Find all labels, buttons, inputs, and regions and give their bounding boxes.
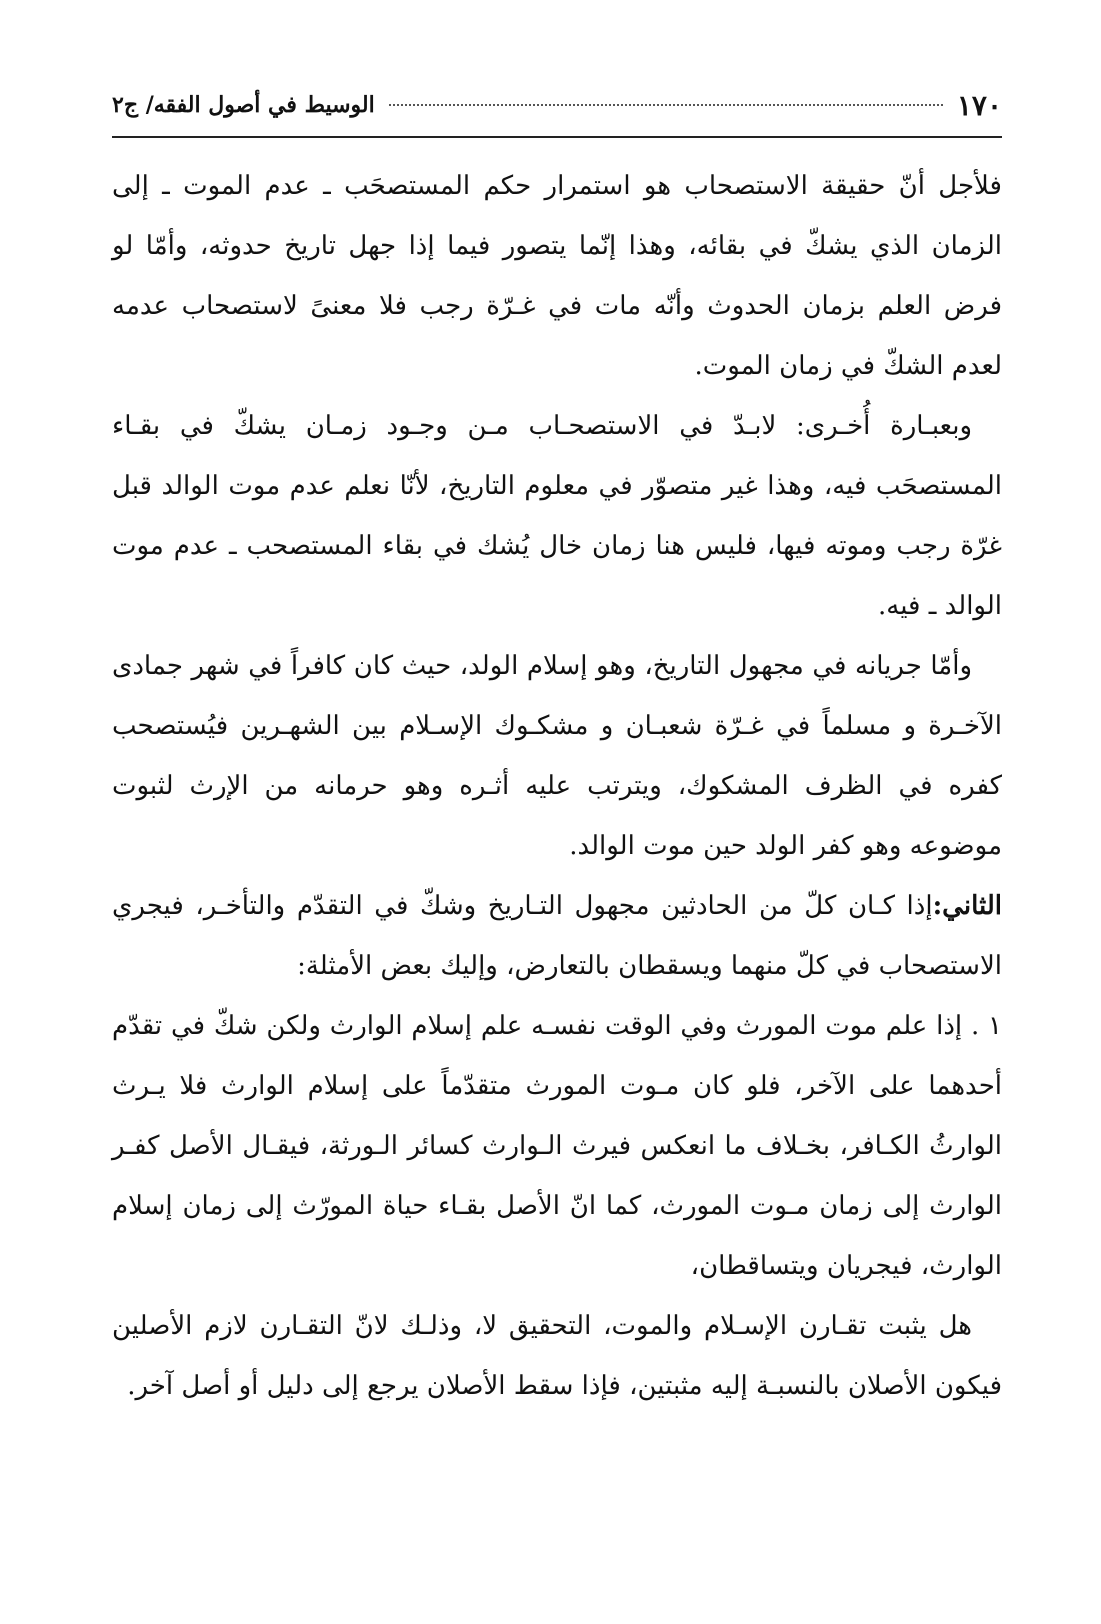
paragraph [112, 996, 1002, 1296]
running-title: الوسيط في أصول الفقه/ ج٢ [112, 92, 375, 118]
paragraph [112, 1296, 1002, 1416]
paragraph [112, 396, 1002, 636]
paragraph-text: إذا كـان كلّ من الحادثين مجهول التـاريخ وشكّ في التقدّم والتأخـر، فيجري الاستصحاب في كلّ منهما ويسقطان بالتعارض، وإليك بعض الأمثلة: [112, 891, 1002, 981]
book-page [112, 80, 1002, 1580]
paragraph [112, 876, 1002, 996]
paragraph [112, 156, 1002, 396]
paragraph-text: وأمّا جريانه في مجهول التاريخ، وهو إسلام الولد، حيث كان كافراً في شهر جمادى الآخـرة و مسلماً في غـرّة شعبـان و مشكـوك الإسـلام بين الشهـرين فيُستصحب كفره في الظرف المشكوك، ويترتب عليه أثـره وهو حرمانه من الإرث لثبوت موضوعه وهو كفر الولد حين موت الوالد. [112, 651, 1002, 861]
paragraph-text: فلأجل أنّ حقيقة الاستصحاب هو استمرار حكم المستصحَب ـ عدم الموت ـ إلى الزمان الذي يشكّ في بقائه، وهذا إنّما يتصور فيما إذا جهل تاريخ حدوثه، وأمّا لو فرض العلم بزمان الحدوث وأنّه مات في غـرّة رجب فلا معنىً لاستصحاب عدمه لعدم الشكّ في زمان الموت. [112, 171, 1002, 381]
header-dotted-leader [389, 104, 943, 106]
paragraph [112, 636, 1002, 876]
section-lead: الثاني: [932, 891, 1002, 921]
body-text [112, 156, 1002, 1416]
paragraph-text: هل يثبت تقـارن الإسـلام والموت، التحقيق لا، وذلـك لانّ التقـارن لازم الأصلين فيكون الأصلان بالنسبـة إليه مثبتين، فإذا سقط الأصلان يرجع إلى دليل أو أصل آخر. [112, 1311, 1002, 1401]
page-header [112, 80, 1002, 138]
paragraph-text: ١ . إذا علم موت المورث وفي الوقت نفسـه علم إسلام الوارث ولكن شكّ في تقدّم أحدهما على الآخر، فلو كان مـوت المورث متقدّماً على إسلام الوارث فلا يـرث الوارثُ الكـافر، بخـلاف ما انعكس فيرث الـوارث كسائر الـورثة، فيقـال الأصل كفـر الوارث إلى زمان مـوت المورث، كما انّ الأصل بقـاء حياة المورّث إلى زمان إسلام الوارث، فيجريان ويتساقطان، [112, 1011, 1002, 1281]
paragraph-text: وبعبـارة أُخـرى: لابـدّ في الاستصحـاب مـن وجـود زمـان يشكّ في بقـاء المستصحَب فيه، وهذا غير متصوّر في معلوم التاريخ، لأنّا نعلم عدم موت الوالد قبل غرّة رجب وموته فيها، فليس هنا زمان خال يُشك في بقاء المستصحب ـ عدم موت الوالد ـ فيه. [112, 411, 1003, 621]
page-number: ١٧٠ [956, 88, 1002, 122]
